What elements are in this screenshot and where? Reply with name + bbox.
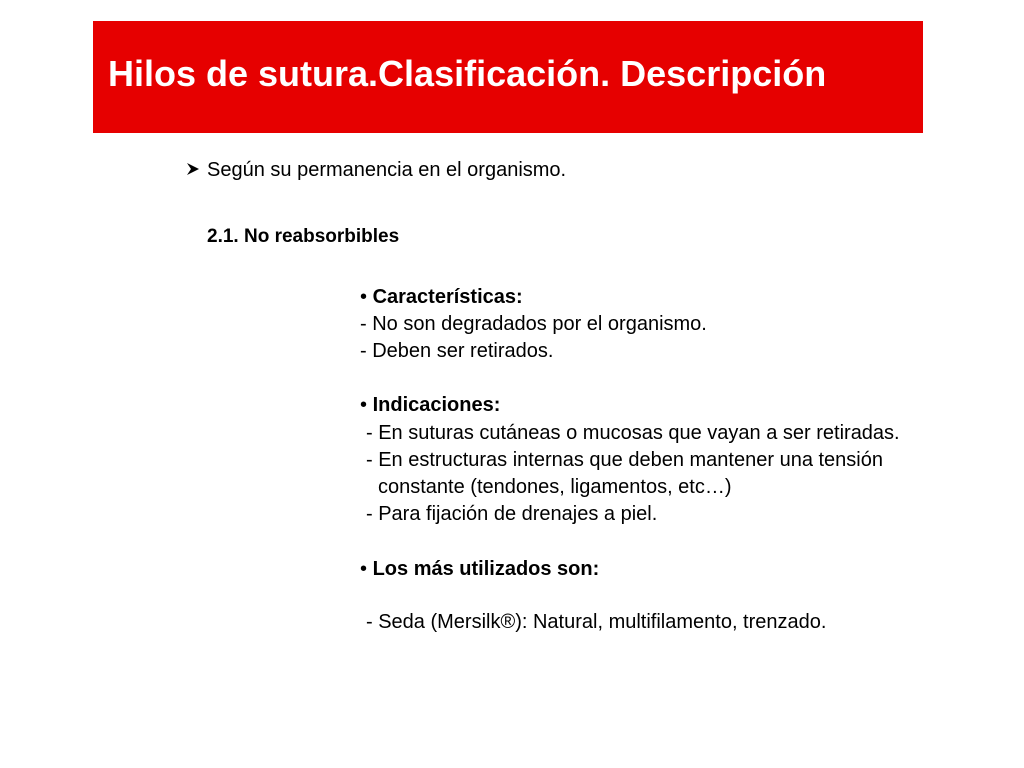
list-item: - Para fijación de drenajes a piel. (366, 503, 658, 525)
bullet: • (360, 394, 368, 416)
title-banner (93, 21, 923, 133)
caracteristicas-heading (360, 285, 523, 309)
caracteristicas-label: Características: (372, 286, 523, 308)
bullet: • (360, 558, 368, 580)
list-item: - En suturas cutáneas o mucosas que vayan a ser retiradas. (366, 422, 900, 444)
intro-line (185, 158, 566, 182)
section-heading: 2.1. No reabsorbibles (207, 226, 400, 247)
page-title: Hilos de sutura.Clasificación. Descripción (108, 53, 827, 94)
bullet: • (360, 286, 368, 308)
list-item: - En estructuras internas que deben mantener una tensión (366, 449, 883, 471)
list-item: - No son degradados por el organismo. (360, 313, 707, 335)
indicaciones-heading (360, 393, 500, 417)
list-item: - Seda (Mersilk®): Natural, multifilamento, trenzado. (366, 611, 827, 633)
intro-text: Según su permanencia en el organismo. (207, 159, 567, 181)
indicaciones-label: Indicaciones: (372, 394, 501, 416)
list-item: constante (tendones, ligamentos, etc…) (378, 476, 732, 498)
mas-utilizados-label: Los más utilizados son: (372, 558, 600, 580)
arrow-bullet-icon (185, 161, 201, 177)
mas-utilizados-heading (360, 557, 599, 581)
list-item: - Deben ser retirados. (360, 340, 554, 362)
